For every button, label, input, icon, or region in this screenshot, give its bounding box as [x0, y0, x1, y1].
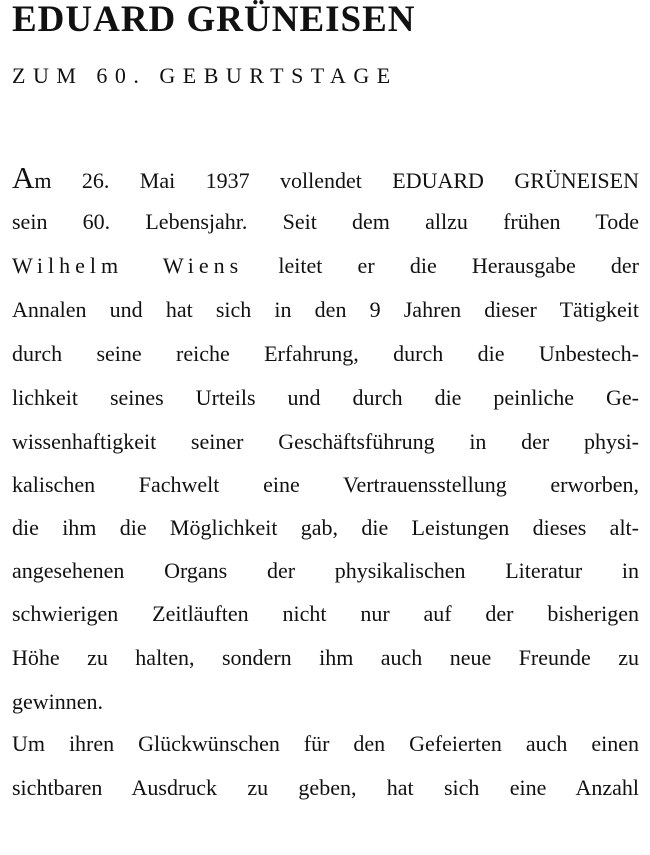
article-line: kalischen Fachwelt eine Vertrauensstellung erworben, [12, 472, 639, 497]
article-line: Um ihren Glückwünschen für den Gefeierten auch einen [12, 731, 639, 756]
article-line: die ihm die Möglichkeit gab, die Leistungen dieses alt- [12, 515, 639, 540]
article-line: wissenhaftigkeit seiner Geschäftsführung in der physi- [12, 429, 639, 454]
article-line: sichtbaren Ausdruck zu geben, hat sich eine Anzahl [12, 775, 639, 800]
article-line: durch seine reiche Erfahrung, durch die Unbestech- [12, 341, 639, 366]
article-line: Annalen und hat sich in den 9 Jahren dieser Tätigkeit [12, 297, 639, 322]
article-line: gewinnen. [12, 689, 104, 714]
article-line [12, 160, 639, 196]
article-line: angesehenen Organs der physikalischen Literatur in [12, 558, 639, 583]
page-subtitle: ZUM 60. GEBURTSTAGE [12, 63, 398, 88]
article-line: lichkeit seines Urteils und durch die peinliche Ge- [12, 385, 639, 410]
article-line [12, 248, 639, 284]
article-line: sein 60. Lebensjahr. Seit dem allzu frühen Tode [12, 209, 639, 234]
page-title: EDUARD GRÜNEISEN [12, 0, 416, 40]
article-text: m 26. Mai 1937 vollendet EDUARD GRÜNEISEN [34, 168, 639, 193]
article-line: Höhe zu halten, sondern ihm auch neue Freunde zu [12, 645, 639, 670]
drop-cap: A [12, 160, 35, 195]
person-name: Wilhelm Wiens [12, 253, 244, 278]
article-text: leitet er die Herausgabe der [243, 253, 640, 278]
article-line: schwierigen Zeitläuften nicht nur auf der bisherigen [12, 601, 639, 626]
